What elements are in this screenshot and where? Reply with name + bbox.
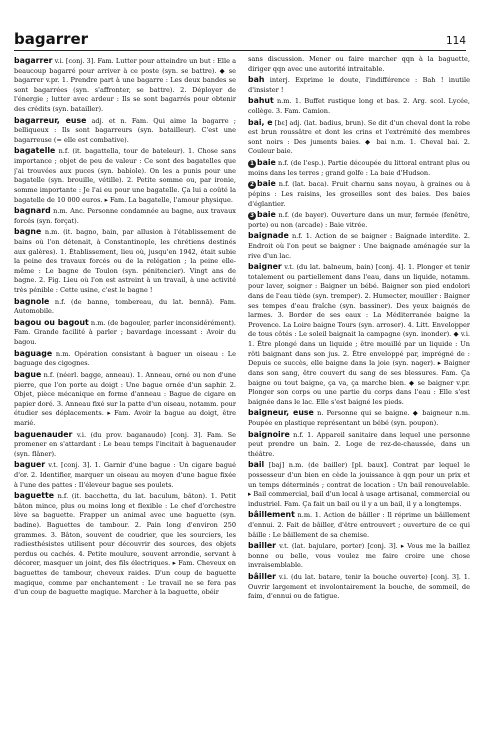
entry-definition: v.t. (du lat. balneum, bain) [conj. 4]. 1. Plonger et tenir totalement ou partiellement dans l'eau, dans un liquide, notamm. pour laver, soigner : Baigner un bébé. Baigner son pied endolori dans de l'eau tiède (syn. tremper). 2. Humecter, mouiller : Baigner ses tempes d'eau fraîche (syn. bassiner). Des yeux baignés de larmes. 3. Border de ses eaux : La Méditerranée baigne la Provence. La Loire baigne Tours (syn. arroser). 4. Litt. Envelopper de tous côtés : Le soleil baignait la campagne (syn. inonder). ◆ v.i. 1. Être plongé dans un liquide ; être mouillé par un liquide : Un rôti baignant dans son jus. 2. Être enveloppé par, imprégné de : Depuis ce succès, elle baigne dans la joie (syn. nager). ▸ Baigner dans son sang, être couvert du sang de ses blessures. Fam. Ça baigne ou tout baigne, ça va, ça marche bien. ◆ se baigner v.pr. Plonger son corps ou une partie du corps dans l'eau : Elle s'est baignée dans le lac. Elle s'est baigné les pieds. [248, 263, 470, 406]
entry-headword: baguette [14, 491, 55, 501]
entry-headword: baigner [248, 262, 282, 272]
entry-headword: baignoire [248, 429, 290, 439]
dictionary-entry [14, 296, 236, 317]
entry-headword: bâillement [248, 510, 295, 520]
entry-headword: bailler [248, 541, 276, 551]
entry-definition: v.i. (du prov. baganaudo) [conj. 3]. Fam. Se promener en s'attardant : Le beau temps l'incitait à baguenauder (syn. flâner). [14, 430, 236, 458]
entry-definition: n.f. (it. bagattella, tour de bateleur). 1. Chose sans importance ; objet de peu de valeur : Ce sont des bagatelles que j'ai trouvées aux puces (syn. babiole). On les a punis pour une bagatelle (syn. brouille, vétille). 2. Petite somme ou, par ironie, somme importante : Je l'ai eu pour une bagatelle. Ça lui a coûté la bagatelle de 10 000 euros. ▸ Fam. La bagatelle, l'amour physique. [14, 147, 236, 204]
homograph-number-badge: 3 [249, 213, 255, 220]
entry-definition: n.f. (de banne, tombereau, du lat. bennā). Fam. Automobile. [14, 297, 236, 316]
entry-definition: v.t. (lat. bajulare, porter) [conj. 3]. ▸ Vous me la baillez bonne ou belle, vous voulez me faire croire une chose invraisemblable. [248, 542, 470, 570]
dictionary-entry [248, 571, 470, 602]
dictionary-entry [248, 117, 470, 157]
dictionary-entry [14, 490, 236, 598]
dictionary-entry [14, 55, 236, 115]
entry-headword: baie [257, 179, 276, 189]
dictionary-entry [14, 348, 236, 369]
page-header [14, 30, 466, 51]
entry-definition: n.m. Opération consistant à baguer un oiseau : Le baguage des cigognes. [14, 349, 236, 368]
dictionary-entry [248, 95, 470, 116]
entry-definition: n.m. 1. Buffet rustique long et bas. 2. Arg. scol. Lycée, collège. 3. Fam. Camion. [248, 97, 470, 116]
dictionary-entry [248, 429, 470, 460]
dictionary-entry [14, 429, 236, 460]
entry-headword: bâiller [248, 572, 276, 582]
page-number: 114 [445, 35, 466, 47]
entry-definition: n.f. (de bayer). Ouverture dans un mur, fermée (fenêtre, porte) ou non (arcade) : Baie vitrée. [248, 211, 470, 229]
entry-definition: v.i. [conj. 3]. Fam. Lutter pour atteindre un but : Elle a beaucoup bagarré pour arriver à ce poste (syn. se battre). ◆ se bagarrer v.pr. 1. Prendre part à une bagarre : Les deux bandes se sont bagarrées (syn. s'affronter, se battre). 2. Déployer de l'énergie ; lutter avec ardeur : Ils se sont bagarrés pour obtenir des crédits (syn. batailler). [14, 57, 236, 114]
left-column [14, 55, 236, 733]
entry-headword: bagarreur, euse [14, 115, 87, 125]
entry-definition: n.m. Anc. Personne condamnée au bagne, aux travaux forcés (syn. forçat). [14, 207, 236, 225]
entry-definition: n.m. (it. bagno, bain, par allusion à l'établissement de bains où l'on détenait, à Constantinople, les chrétiens destinés aux galères). 1. Établissement, lieu où, jusqu'en 1942, était subie la peine des travaux forcés ou de la relégation ; la peine elle-même : Le bagne de Toulon (syn. pénitencier). Vingt ans de bagne. 2. Fig. Lieu où l'on est astreint à un travail, à une activité très pénible : Cette usine, c'est le bagne ! [14, 228, 236, 295]
entry-definition: sans discussion. Mener ou faire marcher qqn à la baguette, diriger qqn avec une autorité intraitable. [248, 55, 470, 73]
dictionary-entry [14, 226, 236, 295]
entry-headword: bague [14, 369, 42, 379]
dictionary-entry [14, 369, 236, 429]
dictionary-entry [14, 205, 236, 226]
dictionary-entry [248, 178, 470, 209]
homograph-number-badge: 2 [249, 182, 255, 189]
entry-headword: bagne [14, 227, 42, 237]
entry-definition: n.f. 1. Appareil sanitaire dans lequel une personne peut prendre un bain. 2. Loge de rez-de-chaussée, dans un théâtre. [248, 430, 470, 458]
entry-headword: bai, e [248, 117, 273, 127]
entry-headword: bagnole [14, 296, 50, 306]
dictionary-entry [248, 509, 470, 540]
entry-headword: baigneur, euse [248, 408, 314, 418]
entry-definition: n.f. (it. bacchetta, du lat. baculum, bâton). 1. Petit bâton mince, plus ou moins long et flexible : Le chef d'orchestre lève sa baguette. Frapper un animal avec une baguette (syn. badine). Baguettes de tambour. 2. Pain long d'environ 250 grammes. 3. Bâton, souvent de coudrier, que les sourciers, les radiesthésistes utilisent pour découvrir des sources, des objets perdus ou cachés. 4. Petite moulure, souvent arrondie, servant à décorer, masquer un joint, des fils électriques. ▸ Fam. Cheveux en baguettes de tambour, cheveux raides. D'un coup de baguette magique, comme par enchantement : Le travail ne se fera pas d'un coup de baguette magique. Marcher à la baguette, obéir [14, 492, 236, 597]
dictionary-entry [248, 230, 470, 261]
entry-headword: baguage [14, 348, 53, 358]
entry-definition: n.f. (néerl. bagge, anneau). 1. Anneau, orné ou non d'une pierre, que l'on porte au doigt : Une bague ornée d'un saphir. 2. Objet, pièce mécanique en forme d'anneau : Bague de cigare en papier doré. 3. Anneau fixé sur la patte d'un oiseau, notamm. pour étudier ses déplacements. ▸ Fam. Avoir la bague au doigt, être marié. [14, 370, 236, 427]
dictionary-entry [248, 407, 470, 428]
entry-definition: interj. Exprime le doute, l'indifférence : Bah ! inutile d'insister ! [248, 76, 470, 94]
entry-definition: n.f. (de l'esp.). Partie découpée du littoral entrant plus ou moins dans les terres ; grand golfe : La baie d'Hudson. [248, 159, 470, 177]
entry-definition: [baj] n.m. (de bailler) [pl. baux]. Contrat par lequel le possesseur d'un bien en cède la jouissance à qqn pour un prix et un temps déterminés ; contrat de location : Un bail renouvelable. ▸ Bail commercial, bail d'un local à usage artisanal, commercial ou industriel. Fam. Ça fait un bail ou il y a un bail, il y a longtemps. [248, 461, 470, 508]
entry-headword: bagou ou bagout [14, 317, 89, 327]
entry-headword: baie [257, 158, 276, 168]
entry-headword: bagnard [14, 206, 51, 216]
dictionary-entry [248, 540, 470, 571]
entry-headword: bail [248, 460, 265, 470]
homograph-number-badge: 1 [249, 161, 255, 168]
dictionary-entry [14, 145, 236, 205]
entry-definition: v.i. (du lat. batare, tenir la bouche ouverte) [conj. 3]. 1. Ouvrir largement et involontairement la bouche, de sommeil, de faim, d'ennui ou de fatigue. [248, 573, 470, 601]
right-column [248, 55, 470, 733]
dictionary-entry [248, 157, 470, 178]
entry-definition: n.m. (de bagouler, parler inconsidérément). Fam. Grande facilité à parler ; bavardage incessant : Avoir du bagou. [14, 318, 236, 347]
entry-definition: n.f. 1. Action de se baigner : Baignade interdite. 2. Endroit où l'on peut se baigner : Une baignade aménagée sur la rive d'un lac. [248, 232, 470, 260]
dictionary-entry [248, 74, 470, 95]
entry-definition: [bɛ] adj. (lat. badius, brun). Se dit d'un cheval dont la robe est brun roussâtre et dont les crins et l'extrémité des membres sont noirs : Des juments baies. ◆ bai n.m. 1. Cheval bai. 2. Couleur baie. [248, 118, 470, 156]
entry-definition: n. Personne qui se baigne. ◆ baigneur n.m. Poupée en plastique représentant un bébé (syn. poupon). [248, 409, 470, 427]
entry-headword: bah [248, 75, 265, 85]
entry-headword: bagatelle [14, 146, 56, 156]
dictionary-entry [248, 459, 470, 509]
dictionary-entry [14, 317, 236, 348]
entry-headword: baguer [14, 460, 46, 470]
dictionary-entry [248, 261, 470, 407]
entry-definition: v.t. [conj. 3]. 1. Garnir d'une bague : Un cigare bagué d'or. 2. Identifier, marquer un oiseau au moyen d'une bague fixée à l'une des pattes : Il'éleveur bague ses poulets. [14, 461, 236, 489]
dictionary-entry [248, 55, 470, 74]
entry-headword: baignade [248, 231, 289, 241]
entry-headword: baguenauder [14, 429, 73, 439]
entry-headword: bagarrer [14, 56, 53, 65]
dictionary-columns [14, 55, 470, 733]
entry-headword: bahut [248, 96, 274, 106]
entry-headword: baie [257, 210, 276, 220]
entry-definition: n.f. (lat. baca). Fruit charnu sans noyau, à graines ou à pépins : Les raisins, les groseilles sont des baies. Des baies d'églantier. [248, 180, 470, 208]
dictionary-entry [248, 209, 470, 230]
entry-definition: n.m. 1. Action de bâiller : Il réprime un bâillement d'ennui. 2. Fait de bâiller, d'être entrouvert ; ouverture de ce qui bâille : Le bâillement de sa chemise. [248, 511, 470, 539]
running-head: bagarrer [14, 30, 89, 48]
entry-definition: adj. et n. Fam. Qui aime la bagarre ; belliqueux : Ils sont bagarreurs (syn. batailleur). C'est une bagarreuse (= elle est combative). [14, 116, 236, 144]
dictionary-entry [14, 115, 236, 146]
dictionary-entry [14, 459, 236, 490]
